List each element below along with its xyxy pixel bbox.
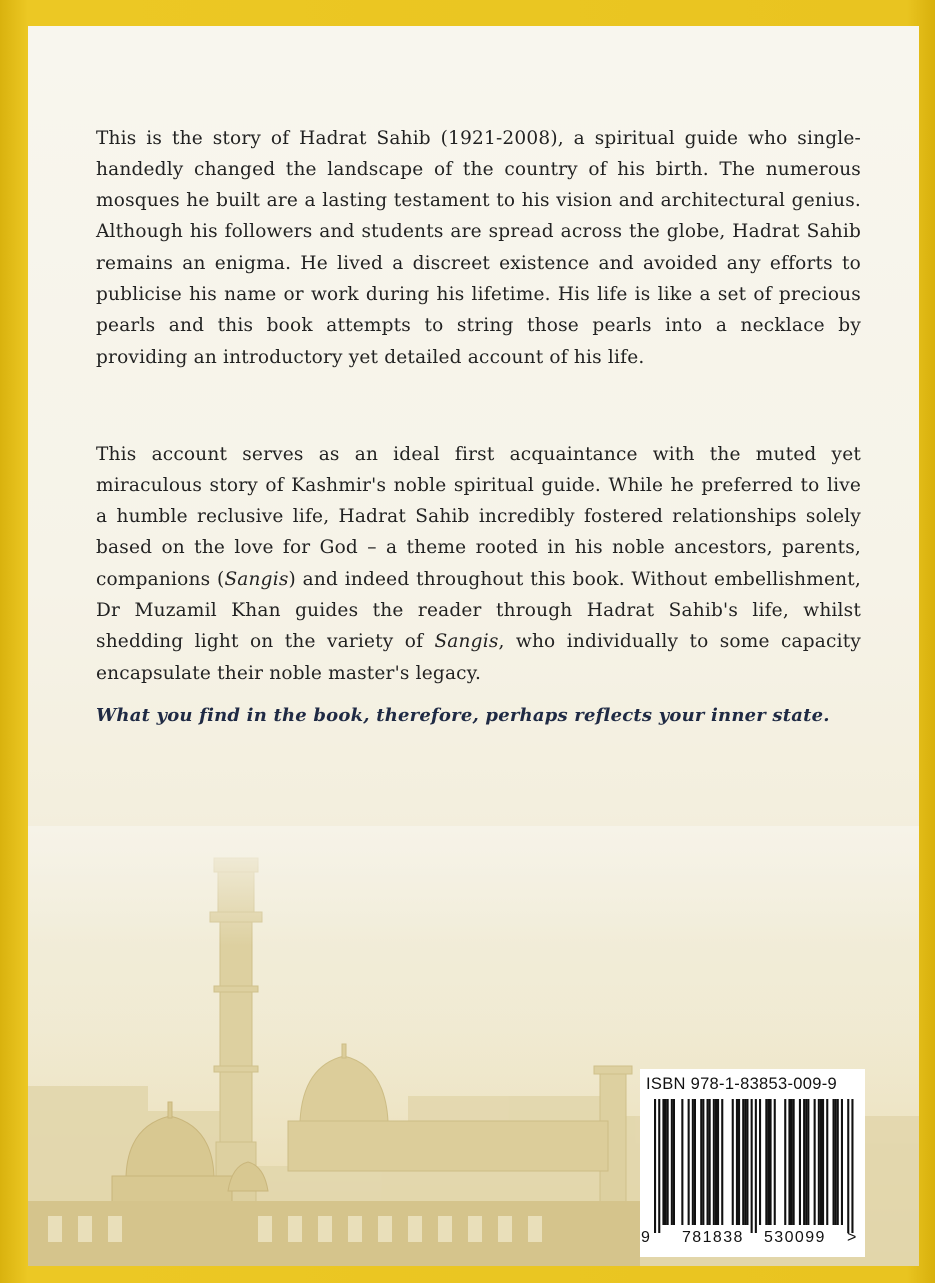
- barcode-bar: [826, 1099, 828, 1225]
- barcode-bar: [658, 1099, 660, 1233]
- barcode-bar: [807, 1099, 809, 1225]
- barcode-bar: [803, 1099, 805, 1225]
- barcode-bar: [793, 1099, 795, 1225]
- barcode-bar: [770, 1099, 772, 1225]
- barcode-bar: [822, 1099, 824, 1225]
- barcode-bar: [774, 1099, 776, 1225]
- barcode-bar: [736, 1099, 738, 1225]
- barcode-bar: [713, 1099, 715, 1225]
- barcode-right-digits: 530099: [764, 1229, 826, 1246]
- barcode-bar: [818, 1099, 820, 1225]
- barcode-bar: [820, 1099, 822, 1225]
- barcode-bar: [851, 1099, 853, 1233]
- barcode-bar: [654, 1099, 656, 1233]
- barcode-bar: [692, 1099, 694, 1225]
- barcode-bar: [717, 1099, 719, 1225]
- barcode-bar: [751, 1099, 753, 1233]
- barcode-bar: [681, 1099, 683, 1225]
- barcode-bar: [671, 1099, 673, 1225]
- barcode-quiet-zone-mark: >: [847, 1229, 857, 1246]
- barcode-bar: [688, 1099, 690, 1225]
- barcode-bar: [847, 1099, 849, 1233]
- barcode-bar: [662, 1099, 664, 1225]
- barcode-bar: [746, 1099, 748, 1225]
- barcode-bar: [721, 1099, 723, 1225]
- paragraph-2-text-c: , who individually to some capacity encapsulate their noble master's legacy.: [96, 631, 861, 684]
- barcode-bar: [805, 1099, 807, 1225]
- barcode-bar: [742, 1099, 744, 1225]
- sangis-term: Sangis: [434, 631, 499, 653]
- barcode-bar: [835, 1099, 837, 1225]
- barcode-bar: [767, 1099, 769, 1225]
- barcode-bar: [765, 1099, 767, 1225]
- isbn-barcode: [640, 1069, 865, 1257]
- barcode-bar: [707, 1099, 709, 1225]
- cream-panel: [28, 26, 919, 1266]
- barcode-bars: [640, 1069, 865, 1257]
- sangis-term: Sangis: [224, 568, 289, 590]
- barcode-bar: [738, 1099, 740, 1225]
- barcode-bar: [709, 1099, 711, 1225]
- barcode-bar: [833, 1099, 835, 1225]
- description-paragraph-2: [96, 439, 861, 689]
- barcode-bar: [732, 1099, 734, 1225]
- barcode-bar: [799, 1099, 801, 1225]
- paragraph-2-text-a: This account serves as an ideal first acquaintance with the muted yet miraculous story of Kashmir's noble spiritual guide. While he preferred to live a humble reclusive life, Hadrat Sahib incredibly fostered relationships solely based on the love for God – a theme rooted in his noble ancestors, parents, companions (: [96, 443, 861, 590]
- isbn-label: ISBN 978-1-83853-009-9: [646, 1075, 837, 1093]
- barcode-bar: [788, 1099, 790, 1225]
- barcode-bar: [694, 1099, 696, 1225]
- barcode-bar: [665, 1099, 667, 1225]
- paragraph-2-text-b: ) and indeed throughout this book. Without embellishment, Dr Muzamil Khan guides the reader through Hadrat Sahib's life, whilst shedding light on the variety of: [96, 568, 862, 653]
- barcode-bar: [744, 1099, 746, 1225]
- barcode-bar: [814, 1099, 816, 1225]
- barcode-bar: [841, 1099, 843, 1225]
- barcode-bar: [702, 1099, 704, 1225]
- barcode-bar: [715, 1099, 717, 1225]
- barcode-bar: [673, 1099, 675, 1225]
- barcode-bar: [700, 1099, 702, 1225]
- barcode-bar: [791, 1099, 793, 1225]
- barcode-bar: [755, 1099, 757, 1233]
- tagline: What you find in the book, therefore, perhaps reflects your inner state.: [96, 705, 830, 726]
- barcode-left-digits: 781838: [682, 1229, 744, 1246]
- barcode-bar: [784, 1099, 786, 1225]
- barcode-bar: [759, 1099, 761, 1225]
- barcode-bar: [667, 1099, 669, 1225]
- description-paragraph-1: This is the story of Hadrat Sahib (1921-2008), a spiritual guide who single-handedly changed the landscape of the country of his birth. The numerous mosques he built are a lasting testament to his vision and architectural genius. Although his followers and students are spread across the globe, Hadrat Sahib remains an enigma. He lived a discreet existence and avoided any efforts to publicise his name or work during his lifetime. His life is like a set of precious pearls and this book attempts to string those pearls into a necklace by providing an introductory yet detailed account of his life.: [96, 127, 861, 368]
- barcode-bar: [837, 1099, 839, 1225]
- barcode-lead-digit: 9: [641, 1229, 650, 1246]
